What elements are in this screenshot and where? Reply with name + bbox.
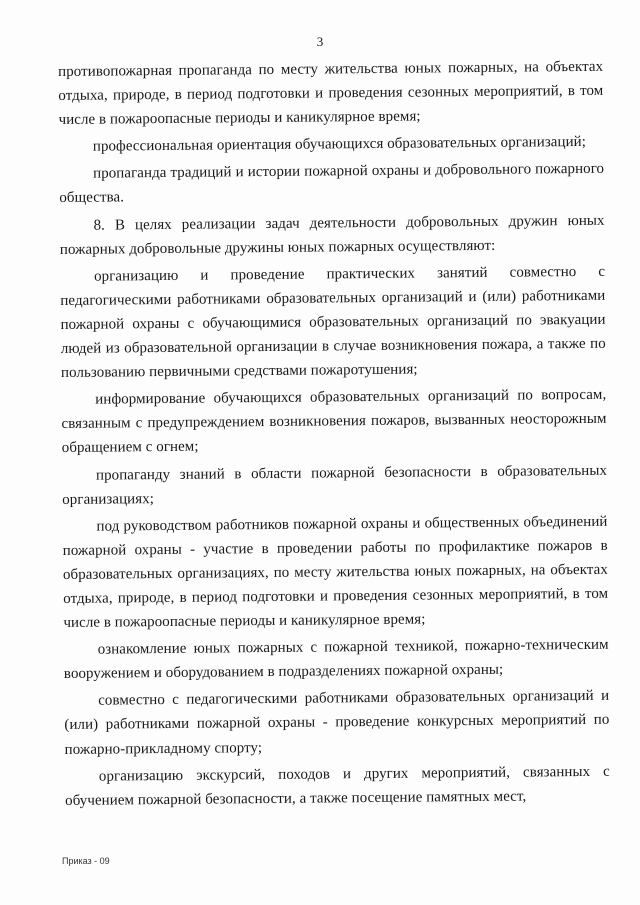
paragraph-prevention-work: под руководством работников пожарной охраны и общественных объединений пожарной охраны - участие в проведении работы по профилактике пожаров в образовательных организациях, по месту жительства юных пожарных, на объектах отдыха, природе, в период подготовки и проведения сезонных мероприятий, в том числе в пожароопасные периоды и каникулярное время; xyxy=(62,513,609,632)
paragraph-informing: информирование обучающихся образовательных организаций по вопросам, связанным с предупреждением возникновения пожаров, вызванных неосторожным обращением с огнем; xyxy=(61,386,607,457)
paragraph-career-guidance: профессиональная ориентация обучающихся образовательных организаций; xyxy=(92,134,586,155)
paragraph-section-8: 8. В целях реализации задач деятельности добровольных дружин юных пожарных добровольные дружины юных пожарных осуществляют: xyxy=(59,212,605,258)
page-number: 3 xyxy=(316,34,324,49)
paragraph-practical-lessons: организацию и проведение практических занятий совместно с педагогическими работниками образовательных организаций и (или) работниками пожарной охраны с обучающимися образовательных организаций по эвакуации людей из образовательной организации в случае возникновения пожара, а также по пользованию первичными средствами пожаротушения; xyxy=(60,263,606,382)
document-body xyxy=(58,55,610,816)
paragraph-knowledge-propaganda: пропаганду знаний в области пожарной безопасности в образовательных организациях; xyxy=(62,462,608,508)
paragraph-excursions: организацию экскурсий, походов и других мероприятий, связанных с обучением пожарной безопасности, а также посещение памятных мест, xyxy=(65,763,610,809)
document-footer: Приказ - 09 xyxy=(62,856,110,866)
paragraph-equipment-familiarization: ознакомление юных пожарных с пожарной техникой, пожарно-техническим вооружением и оборудованием в подразделениях пожарной охраны; xyxy=(63,636,609,683)
paragraph-competitions: совместно с педагогическими работниками образовательных организаций и (или) работниками пожарной охраны - проведение конкурсных мероприятий по пожарно-прикладному спорту; xyxy=(64,688,610,758)
paragraph-propaganda-residence: противопожарная пропаганда по месту жительства юных пожарных, на объектах отдыха, природе, в период подготовки и проведения сезонных мероприятий, в том числе в пожароопасные периоды и каникулярное время; xyxy=(58,58,604,129)
paragraph-traditions: пропаганда традиций и истории пожарной охраны и добровольного пожарного общества. xyxy=(59,161,605,207)
